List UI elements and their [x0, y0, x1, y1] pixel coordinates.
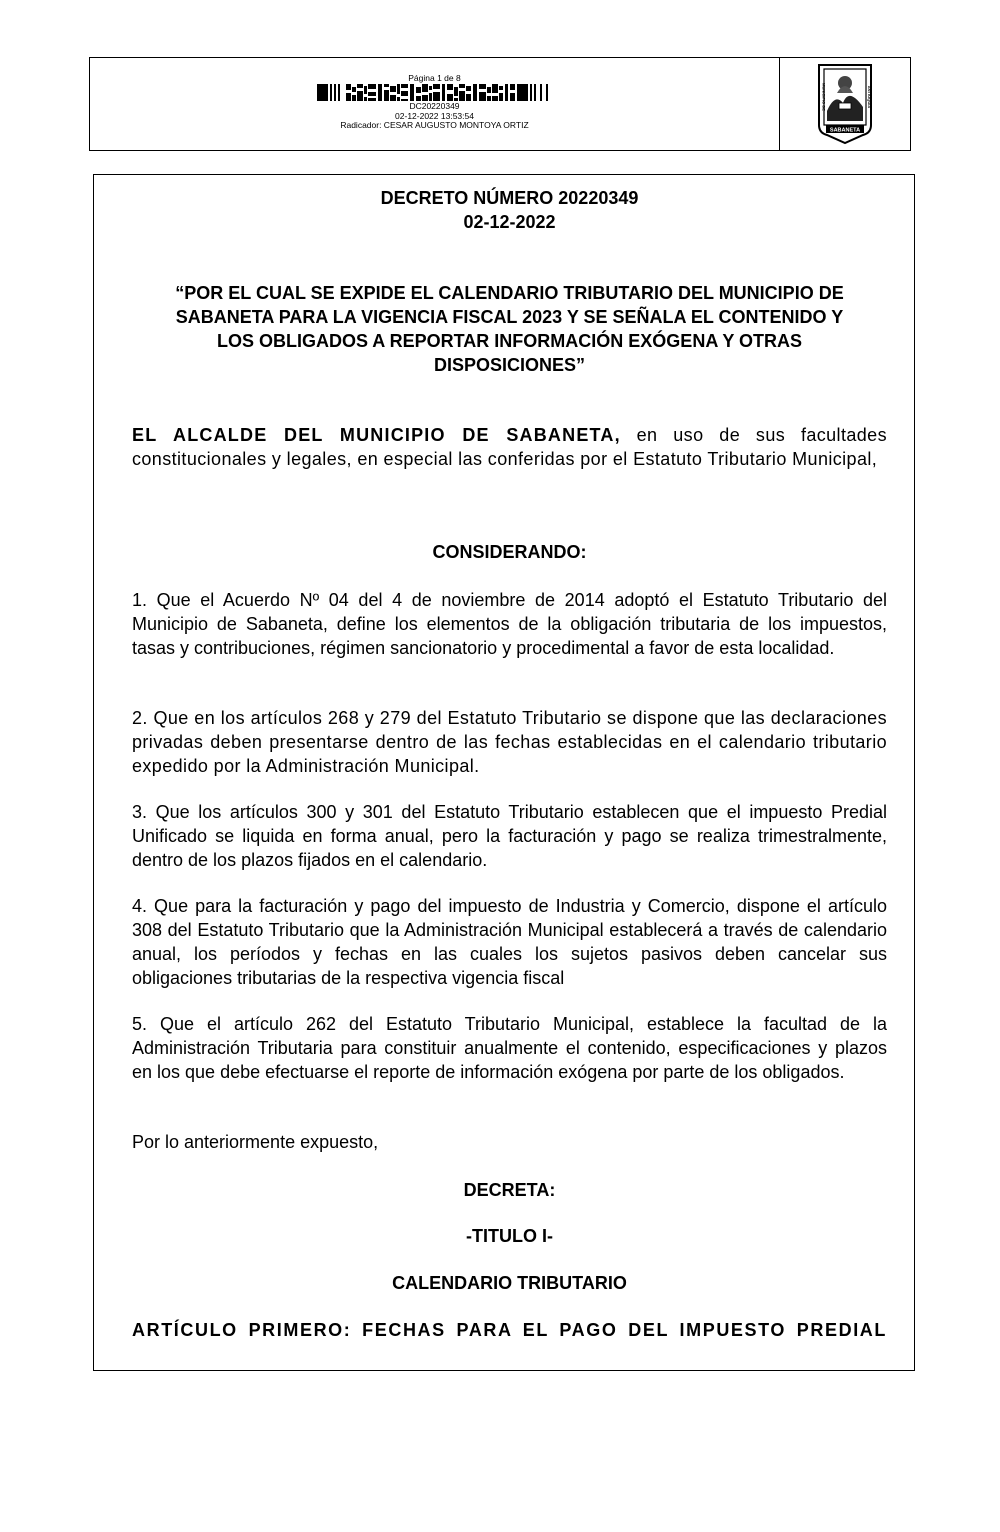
filer-name: Radicador: CESAR AUGUSTO MONTOYA ORTIZ: [340, 120, 529, 130]
decree-title-line: LOS OBLIGADOS A REPORTAR INFORMACIÓN EXÓGENA Y OTRAS: [216, 331, 803, 351]
considerando-paragraph-4: 4. Que para la facturación y pago del impuesto de Industria y Comercio, dispone el artículo 308 del Estatuto Tributario que la Administración Municipal establecerá a través de calendario anual, los períodos y fechas en las cuales los sujetos pasivos deben cancelar sus obligaciones tributarias de la respectiva vigencia fiscal: [132, 896, 887, 988]
decree-title-line: “POR EL CUAL SE EXPIDE EL CALENDARIO TRIBUTARIO DEL MUNICIPIO DE: [175, 283, 844, 303]
considerando-heading: CONSIDERANDO:: [432, 542, 587, 562]
considerando-paragraph-5: 5. Que el artículo 262 del Estatuto Tributario Municipal, establece la facultad de la Administración Tributaria para constituir anualmente el contenido, especificaciones y plazos en los que debe efectuarse el reporte de información exógena por parte de los obligados.: [132, 1014, 887, 1082]
logo-text-right: ANTIOQUIA: [867, 85, 872, 109]
considerando-paragraph-1: 1. Que el Acuerdo Nº 04 del 4 de noviembre de 2014 adoptó el Estatuto Tributario del Municipio de Sabaneta, define los elementos de la obligación tributaria de los impuestos, tasas y contribuciones, régimen sancionatorio y procedimental a favor de esta localidad.: [132, 590, 887, 658]
document-code: DC20220349: [409, 101, 460, 111]
titulo-heading: -TITULO I-: [466, 1226, 553, 1246]
decree-title-line: DISPOSICIONES”: [433, 355, 586, 375]
considerando-paragraph-3: 3. Que los artículos 300 y 301 del Estatuto Tributario establecen que el impuesto Predial Unificado se liquida en forma anual, pero la facturación y pago se realiza trimestralmente, dentro de los plazos fijados en el calendario.: [132, 802, 887, 870]
document-header: [89, 57, 911, 151]
decreta-heading: DECRETA:: [463, 1180, 556, 1200]
intro-paragraph: [132, 423, 887, 471]
decree-body: [93, 174, 915, 1371]
filing-datetime: 02-12-2022 13:53:54: [395, 110, 474, 121]
decree-date: 02-12-2022: [463, 212, 556, 232]
decree-title: [132, 281, 887, 377]
intro-lead: EL ALCALDE DEL MUNICIPIO DE SABANETA,: [132, 425, 621, 445]
closing-text: Por lo anteriormente expuesto,: [132, 1132, 379, 1152]
calendario-heading: CALENDARIO TRIBUTARIO: [392, 1273, 627, 1293]
decree-title-line: SABANETA PARA LA VIGENCIA FISCAL 2023 Y SE SEÑALA EL CONTENIDO Y: [175, 307, 844, 327]
decree-number: DECRETO NÚMERO 20220349: [380, 188, 639, 208]
page-indicator: Página 1 de 8: [408, 72, 461, 83]
intro-text: en uso de sus facultades constitucionales y legales, en especial las conferidas por el Estatuto Tributario Municipal,: [132, 425, 887, 469]
sabaneta-shield-logo: [815, 63, 875, 145]
logo-text-left: MUNICIPIO DE: [821, 83, 827, 111]
article-one-heading: ARTÍCULO PRIMERO: FECHAS PARA EL PAGO DEL IMPUESTO PREDIAL: [132, 1320, 887, 1340]
logo-text-bottom: SABANETA: [829, 127, 861, 134]
logo-cell: [780, 58, 910, 150]
barcode-icon: [317, 84, 553, 101]
considerando-paragraph-2: 2. Que en los artículos 268 y 279 del Estatuto Tributario se dispone que las declaraciones privadas deben presentarse dentro de las fechas establecidas en el calendario tributario expedido por la Administración Municipal.: [132, 708, 887, 776]
filing-stamp: [90, 58, 780, 150]
